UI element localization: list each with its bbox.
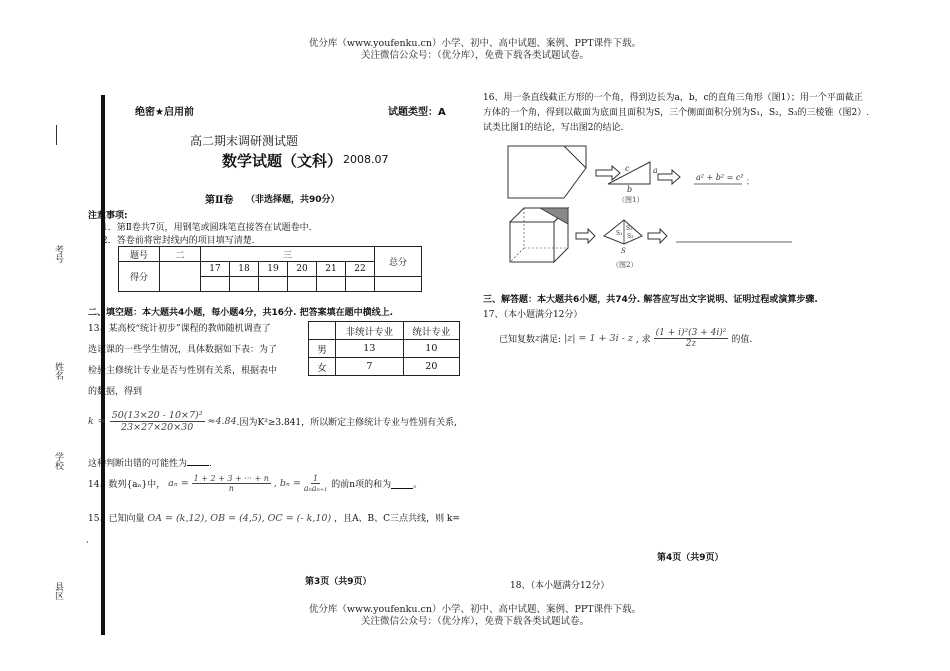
fig1-semicolon: ； (746, 177, 754, 186)
score-table-header-tihao: 题号 (119, 247, 160, 262)
score-table-sub: 19 (259, 262, 288, 277)
q13-fraction (110, 410, 205, 433)
score-cell (201, 277, 230, 292)
side-label-exam-number: 考号 (53, 245, 63, 263)
q14-line (88, 474, 422, 493)
fig1-label-a: a (653, 166, 658, 175)
q13-formula-line (88, 410, 457, 433)
q13-line6 (88, 456, 212, 469)
score-table-header-total: 总分 (375, 247, 422, 277)
fig2-caption: （图2） (612, 261, 638, 269)
fig1-cut-line (564, 146, 586, 168)
q15-prefix: 15、已知向量 (88, 514, 145, 524)
q17-text1: 已知复数 (499, 335, 536, 345)
watermark-footer-line2: 关注微信公众号：（优分库），免费下载各类试题试卷。 (360, 616, 589, 627)
q14-an-denominator: n (228, 484, 234, 493)
stat-table-row-label-female: 女 (309, 358, 336, 376)
q18-head: 18、（本小题满分12分） (510, 581, 610, 591)
q17-text2: 满足: (540, 335, 562, 345)
q14-tail: 的前n项的和为 (331, 480, 392, 490)
solve-section-title: 三、解答题：本大题共6小题，共74分. 解答应写出文字说明、证明过程或演算步骤. (483, 295, 818, 305)
section-title: 第Ⅱ卷 (205, 195, 234, 206)
q14-an-numerator: 1 + 2 + 3 + ··· + n (193, 474, 269, 483)
exam-date: 2008.07 (343, 153, 389, 166)
q14-bn-denominator: aₙaₙ₊₁ (303, 484, 328, 493)
stat-table-cell: 10 (403, 340, 459, 358)
q13-end: . (209, 459, 212, 469)
fig2-label-s2: S₂ (626, 225, 633, 232)
page-number-right: 第4页（共9页） (657, 553, 724, 563)
q15-line (88, 511, 460, 524)
score-table-sub: 18 (230, 262, 259, 277)
stat-table-row-label-male: 男 (309, 340, 336, 358)
q13-approx: ≈4.84 (207, 416, 237, 427)
q16-line3: 试类比图1的结论，写出图2的结论. (483, 123, 624, 133)
statistics-table (308, 321, 460, 376)
q14-end: 。 (413, 480, 423, 490)
q17-text4: 的值. (731, 335, 753, 345)
score-cell (317, 277, 346, 292)
section-note: （非选择题，共90分） (246, 195, 340, 205)
exam-type: 试题类型：A (388, 107, 446, 118)
q13-k: k (88, 416, 94, 427)
watermark-footer-line1: 优分库（www.youfenku.cn）小学、初中、高中试题、案例、PPT课件下载。 (308, 604, 642, 615)
fig2-cube-front-icon (510, 222, 554, 262)
score-table-score-label: 得分 (119, 262, 160, 292)
fig1-caption: （图1） (618, 196, 644, 204)
fig2-label-s3: S₃ (627, 233, 634, 240)
side-label-school: 学校 (53, 452, 63, 470)
note-1: 1．第Ⅱ卷共7页，用钢笔或圆珠笔直接答在试题卷中. (102, 223, 312, 233)
fig1-formula: a² + b² = c² (696, 173, 744, 182)
fig1-arrow2-icon (658, 170, 680, 184)
q13-answer-blank[interactable] (187, 456, 209, 466)
fig1-label-b: b (627, 185, 633, 194)
q14-an: aₙ = (168, 478, 189, 489)
q13-tail: .因为K²≥3.841，所以断定主修统计专业与性别有关系, (236, 418, 458, 428)
side-label-name: 姓名 (53, 362, 63, 380)
score-table-sub: 21 (317, 262, 346, 277)
q16-line1: 16、用一条直线截正方形的一个角，得到边长为a，b，c的直角三角形（图1）；用一个平面截正 (483, 93, 863, 103)
q17-condition: |z| = 1 + 3i - z (564, 333, 633, 344)
fig2-label-s: S (621, 247, 626, 255)
fig2-hidden-edge (510, 248, 524, 262)
score-cell (230, 277, 259, 292)
score-table-header-er: 二 (160, 247, 201, 262)
q13-line3: 检验主修统计专业是否与性别有关系，根据表中 (88, 366, 278, 376)
fig1-label-c: c (625, 164, 630, 173)
score-table-header-san: 三 (201, 247, 375, 262)
score-table (118, 246, 422, 292)
q15-tail: ，且A、B、C三点共线，则 k= (334, 514, 460, 524)
q17-denominator: 2z (685, 339, 697, 349)
score-cell (346, 277, 375, 292)
q14-bn-numerator: 1 (313, 474, 319, 483)
score-table-sub: 22 (346, 262, 375, 277)
q13-line4: 的数据，得到 (88, 387, 143, 397)
q13-line2: 选该课的一些学生情况，具体数据如下表：为了 (88, 345, 278, 355)
score-cell-er (160, 262, 201, 292)
watermark-header-line1: 优分库（www.youfenku.cn）小学、初中、高中试题、案例、PPT课件下载。 (308, 38, 642, 49)
fig2-label-s1: S₁ (616, 230, 623, 237)
q13-line1: 13、某高校“统计初步”课程的教师随机调查了 (88, 324, 271, 334)
side-label-district: 县区 (53, 582, 63, 600)
q14-bn: , bₙ = (273, 478, 301, 489)
margin-dot: · (86, 538, 89, 548)
q14-an-fraction (192, 474, 271, 493)
q15-vectors: OA = (k,12), OB = (4,5), OC = (- k,10) (147, 513, 332, 524)
q17-numerator: (1 + i)²(3 + 4i)² (655, 328, 727, 338)
fig2-tetra-icon (604, 220, 642, 244)
q17-fraction (654, 328, 729, 349)
q14-answer-blank[interactable] (391, 479, 413, 489)
page-number-left: 第3页（共9页） (305, 577, 372, 587)
fig1-square-icon (508, 146, 586, 198)
q17-head: 17、（本小题满分12分） (483, 310, 583, 320)
score-cell-total (375, 277, 422, 292)
stat-table-corner (309, 322, 336, 340)
score-cell (259, 277, 288, 292)
stat-table-cell: 7 (336, 358, 404, 376)
q16-figures (500, 140, 800, 270)
fig2-arrow-icon (576, 229, 595, 243)
notes-title: 注意事项: (88, 211, 128, 221)
margin-tick (56, 125, 57, 145)
score-table-sub: 17 (201, 262, 230, 277)
note-2: 2．答卷前将密封线内的项目填写清楚. (102, 236, 255, 246)
q17-z: z (535, 333, 541, 344)
secret-mark: 绝密★启用前 (135, 107, 194, 118)
fig1-arrow-icon (596, 166, 620, 180)
q17-text3: , 求 (635, 335, 651, 345)
watermark-header-line2: 关注微信公众号：（优分库），免费下载各类试题试卷。 (360, 50, 589, 61)
q14-bn-fraction (304, 474, 327, 493)
stat-table-header-non-stat: 非统计专业 (336, 322, 404, 340)
fill-section-title: 二、填空题：本大题共4小题，每小题4分，共16分. 把答案填在题中横线上. (88, 308, 394, 318)
q13-line6-text: 这种判断出错的可能性为 (88, 459, 188, 469)
q16-line2: 方体的一个角，得到以截面为底面且面积为S，三个侧面面积分别为S₁，S₂，S₃的三棱锥（图2）. (483, 108, 870, 118)
exam-title: 高二期末调研测试题 (190, 134, 299, 148)
q13-equals: = (97, 416, 106, 427)
q14-prefix: 14、数列{aₙ}中， (88, 480, 166, 490)
fig2-arrow2-icon (648, 229, 667, 243)
score-cell (288, 277, 317, 292)
q13-numerator: 50(13×20 - 10×7)² (111, 410, 203, 421)
exam-subject-title: 数学试题（文科） (222, 152, 343, 170)
stat-table-header-stat: 统计专业 (403, 322, 459, 340)
score-table-sub: 20 (288, 262, 317, 277)
stat-table-cell: 20 (403, 358, 459, 376)
q13-denominator: 23×27×20×30 (121, 422, 194, 433)
q17-line (499, 328, 752, 349)
stat-table-cell: 13 (336, 340, 404, 358)
